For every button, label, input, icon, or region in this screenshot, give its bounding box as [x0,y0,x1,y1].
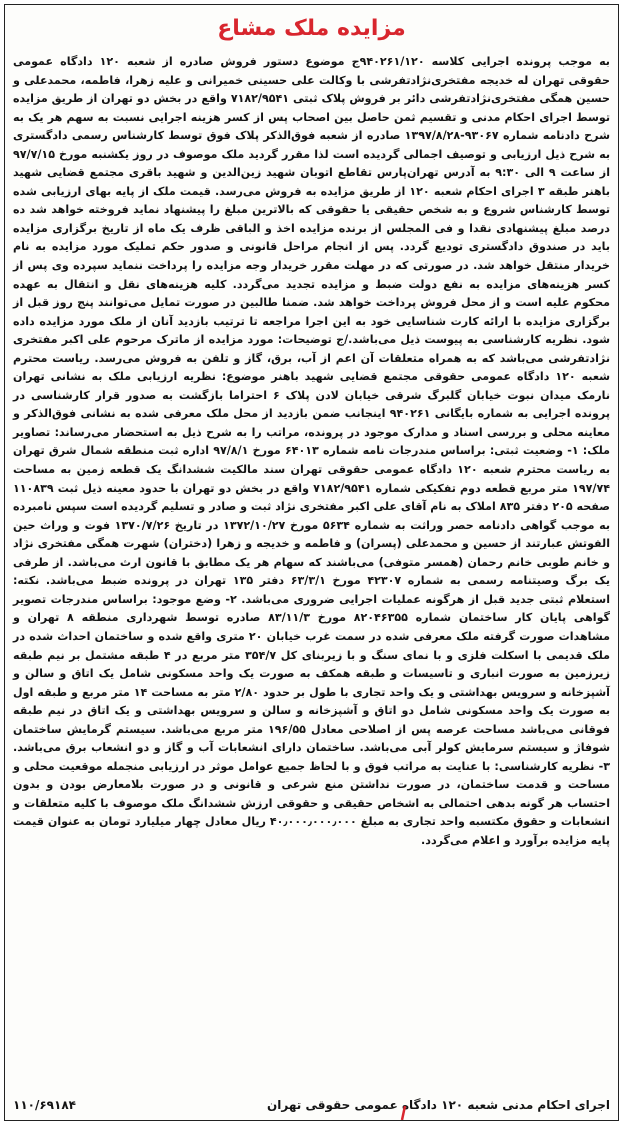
title-row [5,5,618,51]
issuing-authority: اجرای احکام مدنی شعبه ۱۲۰ دادگاه عمومی حقوقی تهران [267,1098,610,1112]
notice-code: ۱۱۰/۶۹۱۸۴ [13,1098,76,1112]
notice-footer [13,1094,610,1116]
red-mark-icon [399,1106,409,1120]
legal-notice [4,4,619,1121]
notice-body: به موجب پرونده اجرایی کلاسه ۹۴۰۲۶۱/۱۲۰ج موضوع دستور فروش صادره از شعبه ۱۲۰ دادگاه عمومی حقوقی تهران له خدیجه مفتخری‌نژادتفرشی با وکالت علی حسینی خمیرانی و علیه زهرا، فاطمه، محمدعلی و حسین همگی مفتخری‌نژادتفرشی دائر بر فروش پلاک ثبتی ۷۱۸۲/۹۵۴۱ واقع در بخش دو تهران از طریق مزایده توسط اجرای احکام مدنی و تقسیم ثمن حاصل بین اصحاب پس از کسر هزینه اجرایی نسبت به سهم هر یک به شرح دادنامه شماره ۹۳۰۶۷-۱۳۹۷/۸/۲۸ صادره از شعبه فوق‌الذکر پلاک فوق توسط کارشناس رسمی دادگستری به شرح ذیل ارزیابی و توصیف اجمالی گردیده است لذا مقرر گردید ملک موصوف در روز یکشنبه مورخ ۹۷/۷/۱۵ از ساعت ۹ الی ۹:۳۰ به آدرس تهران‌پارس تقاطع اتوبان شهید زین‌الدین و شهید باقری مجتمع قضایی شهید باهنر طبقه ۳ اجرای احکام شعبه ۱۲۰ از طریق مزایده به فروش می‌رسد. قیمت ملک از پایه بهای ارزیابی شده توسط کارشناس شروع و به شخص حقیقی یا حقوقی که بالاترین مبلغ را پیشنهاد نماید فروخته خواهد شد ده درصد مبلغ پیشنهادی نقدا و فی المجلس از برنده مزایده اخذ و الباقی ظرف یک ماه از تاریخ برگزاری مزایده باید در صندوق دادگستری تودیع گردد. پس از انجام مراحل قانونی و صدور حکم تملیک مورد مزایده به نام خریدار منتقل خواهد شد. در صورتی که در مهلت مقرر خریدار وجه مزایده را پرداخت ننماید سپرده وی پس از کسر هزینه‌های مزایده به نفع دولت ضبط و مزایده تجدید می‌گردد. کلیه هزینه‌های نقل و انتقال به عهده محکوم علیه است و از محل فروش پرداخت خواهد شد. ضمنا طالبین در صورت تمایل می‌توانند پنج روز قبل از برگزاری مزایده با ارائه کارت شناسایی خود به این اجرا مراجعه تا ترتیب بازدید آنان از ملک مورد مزایده داده شود. نظریه کارشناسی به پیوست ذیل می‌باشد./ج توضیحات: مورد مزایده از ماترک مرحوم علی اکبر مفتخری نژادتفرشی می‌باشد که به همراه متعلقات آن اعم از آب، برق، گاز و تلفن به فروش می‌رسد. ریاست محترم شعبه ۱۲۰ دادگاه عمومی حقوقی مجتمع قضایی شهید باهنر موضوع: نظریه ارزیابی ملک به نشانی تهران نارمک میدان نبوت خیابان گلبرگ شرقی خیابان لادن پلاک ۶ احتراما بازگشت به صدور قرار کارشناسی در پرونده اجرایی به شماره بایگانی ۹۴۰۲۶۱ اینجانب ضمن بازدید از محل ملک معرفی شده به نشانی فوق‌الذکر و معاینه محلی و بررسی اسناد و مدارک موجود در پرونده، مراتب را به شرح ذیل به استحضار می‌رساند: تصاویر ملک: ۱- وضعیت ثبتی: براساس مندرجات نامه شماره ۶۴۰۱۳ مورخ ۹۷/۸/۱ اداره ثبت منطقه شمال شرق تهران به ریاست محترم شعبه ۱۲۰ دادگاه عمومی حقوقی تهران سند مالکیت ششدانگ یک قطعه زمین به مساحت ۱۹۷/۷۴ متر مربع قطعه دوم تفکیکی شماره ۷۱۸۲/۹۵۴۱ واقع در بخش دو تهران با حدود معینه ذیل ثبت ۱۱۰۸۳۹ صفحه ۲۰۵ دفتر ۸۳۵ املاک به نام آقای علی اکبر مفتخری نژاد ثبت و صادر و تسلیم گردیده است سپس نامبرده به موجب گواهی دادنامه حصر وراثت به شماره ۵۶۳۴ مورخ ۱۳۷۲/۱۰/۲۷ در تاریخ ۱۳۷۰/۷/۲۶ فوت و وراث حین الفوتش عبارتند از حسین و محمدعلی (پسران) و فاطمه و خدیجه و زهرا (دختران) شهرت همگی مفتخری نژاد و خانم طوبی خانم رحمان (همسر متوفی) می‌باشند که سهام هر یک مطابق با قانون ارث می‌باشد. از طرفی یک برگ وصیتنامه رسمی به شماره ۴۲۳۰۷ مورخ ۶۳/۳/۱ دفتر ۱۳۵ تهران در پرونده ضبط می‌باشد. نکته: استعلام ثبتی جدید قبل از هرگونه عملیات اجرایی ضروری می‌باشد. ۲- وضع موجود: براساس مندرجات تصویر گواهی پایان کار ساختمان شماره ۸۲۰۴۶۳۵۵ مورخ ۸۳/۱۱/۳ صادره توسط شهرداری منطقه ۸ تهران و مشاهدات صورت گرفته ملک معرفی شده در سمت غرب خیابان ۲۰ متری واقع شده و ساختمان احداث شده در ملک قدیمی با اسکلت فلزی و با نمای سنگ و با زیربنای کل ۳۵۴/۷ متر مربع در ۴ طبقه مشتمل بر نیم طبقه زیرزمین به صورت انباری و تاسیسات و طبقه همکف به صورت یک واحد مسکونی شامل یک اتاق و سالن و آشپزخانه و سرویس بهداشتی و یک واحد تجاری با طول بر حدود ۲/۸۰ متر به مساحت ۱۴ متر مربع و طبقه اول به صورت یک واحد مسکونی شامل دو اتاق و آشپزخانه و سالن و سرویس بهداشتی و یک اتاق در نیم طبقه فوقانی می‌باشد مساحت عرصه پس از اصلاحی معادل ۱۹۶/۵۵ متر مربع می‌باشد. سیستم گرمایش ساختمان شوفاژ و سیستم سرمایش کولر آبی می‌باشد. ساختمان دارای انشعابات آب و گاز و دو انشعاب برق می‌باشد. ۳- نظریه کارشناسی: با عنایت به مراتب فوق و با لحاظ جمیع عوامل موثر در ارزیابی منجمله موقعیت محلی و مساحت و قدمت ساختمان، در صورت نداشتن منع شرعی و قانونی و در صورت بلامعارض بودن و بدون احتساب هر گونه بدهی احتمالی به اشخاص حقیقی و حقوقی ارزش ششدانگ ملک موصوف با کلیه متعلقات و انشعابات و حقوق مکتسبه واحد تجاری به مبلغ ۴۰٫۰۰۰٫۰۰۰٫۰۰۰ ریال معادل چهار میلیارد تومان به عنوان قیمت پایه مزایده برآورد و اعلام می‌گردد. [13,55,611,847]
notice-title: مزایده ملک مشاع [217,15,406,41]
